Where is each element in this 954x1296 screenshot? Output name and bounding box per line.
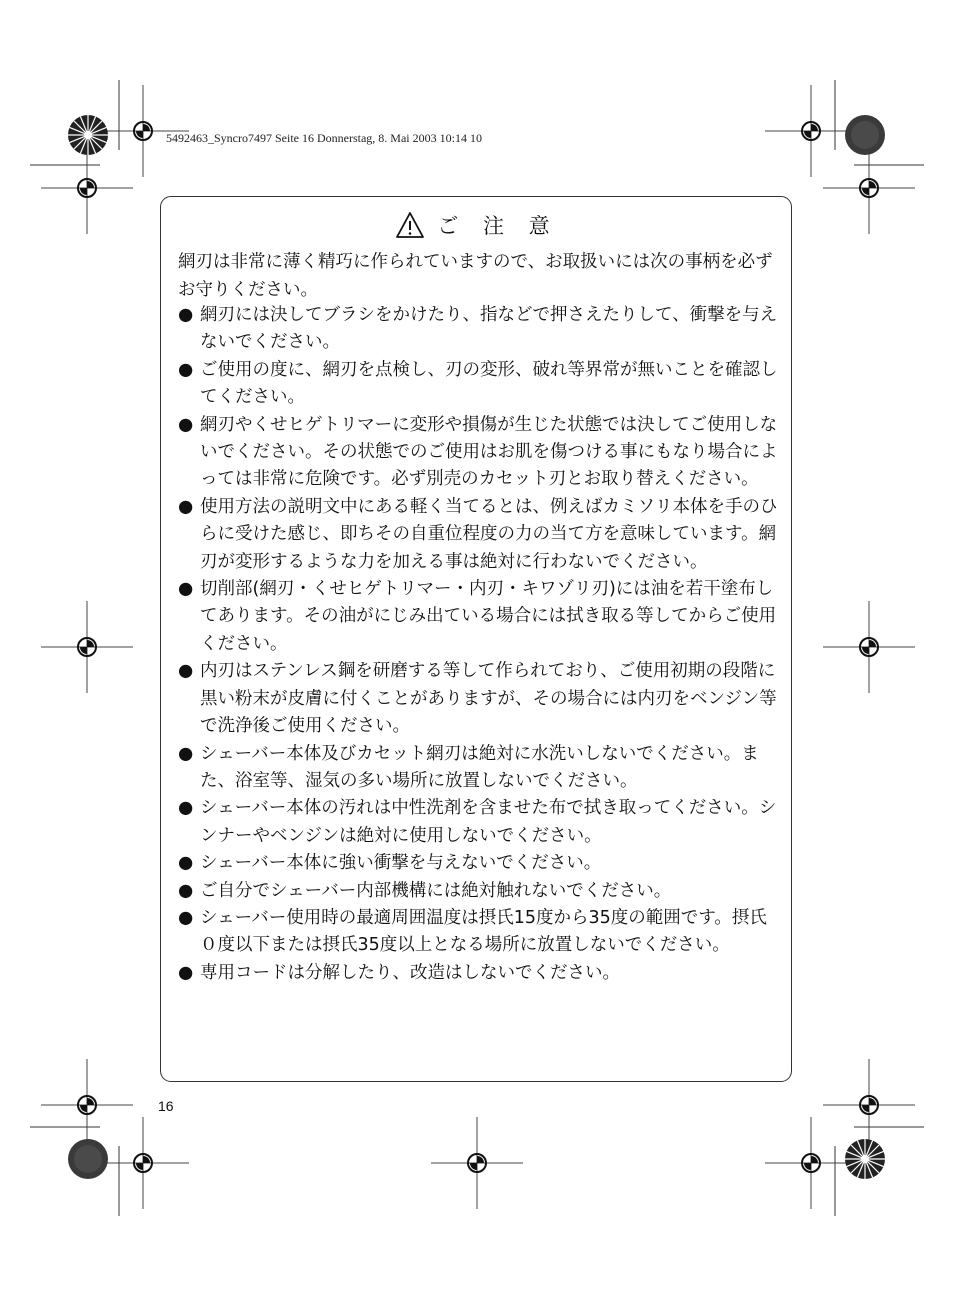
list-item: ● ご使用の度に、網刃を点検し、刃の変形、破れ等界常が無いことを確認してください。 bbox=[178, 357, 778, 412]
list-item: ● シェーバー本体及びカセット網刃は絶対に水洗いしないでください。また、浴室等、湿気の多い場所に放置しないでください。 bbox=[178, 741, 778, 796]
notice-heading bbox=[0, 210, 954, 240]
notice-list bbox=[178, 302, 778, 987]
warning-icon bbox=[395, 211, 425, 239]
list-item: ● シェーバー使用時の最適周囲温度は摂氏15度から35度の範囲です。摂氏０度以下または摂氏35度以上となる場所に放置しないでください。 bbox=[178, 905, 778, 960]
list-item: ● シェーバー本体に強い衝撃を与えないでください。 bbox=[178, 850, 778, 877]
list-item: ● 使用方法の説明文中にある軽く当てるとは、例えばカミソリ本体を手のひらに受けた感じ、即ちその自重位程度の力の当て方を意味しています。網刃が変形するような力を加える事は絶対に行わないでください。 bbox=[178, 494, 778, 576]
list-item: ● 網刃には決してブラシをかけたり、指などで押さえたりして、衝撃を与えないでください。 bbox=[178, 302, 778, 357]
list-item: ● 専用コードは分解したり、改造はしないでください。 bbox=[178, 960, 778, 987]
notice-intro: 網刃は非常に薄く精巧に作られていますので、お取扱いには次の事柄を必ずお守りください。 bbox=[178, 252, 773, 300]
list-item: ● 切削部(網刃・くせヒゲトリマー・内刃・キワゾリ刃)には油を若干塗布してあります。その油がにじみ出ている場合には拭き取る等してからご使用ください。 bbox=[178, 576, 778, 658]
page-number: 16 bbox=[158, 1098, 174, 1114]
list-item: ● 内刃はステンレス鋼を研磨する等して作られており、ご使用初期の段階に黒い粉末が皮膚に付くことがありますが、その場合には内刃をベンジン等で洗浄後ご使用ください。 bbox=[178, 658, 778, 740]
list-item: ● ご自分でシェーバー内部機構には絶対触れないでください。 bbox=[178, 878, 778, 905]
notice-title: ご 注 意 bbox=[437, 214, 559, 238]
list-item: ● 網刃やくせヒゲトリマーに変形や損傷が生じた状態では決してご使用しないでください。その状態でのご使用はお肌を傷つける事にもなり場合によっては非常に危険です。必ず別売のカセット刃とお取り替えください。 bbox=[178, 412, 778, 494]
list-item: ● シェーバー本体の汚れは中性洗剤を含ませた布で拭き取ってください。シンナーやベンジンは絶対に使用しないでください。 bbox=[178, 795, 778, 850]
print-slug: 5492463_Syncro7497 Seite 16 Donnerstag, 8. Mai 2003 10:14 10 bbox=[166, 131, 482, 145]
